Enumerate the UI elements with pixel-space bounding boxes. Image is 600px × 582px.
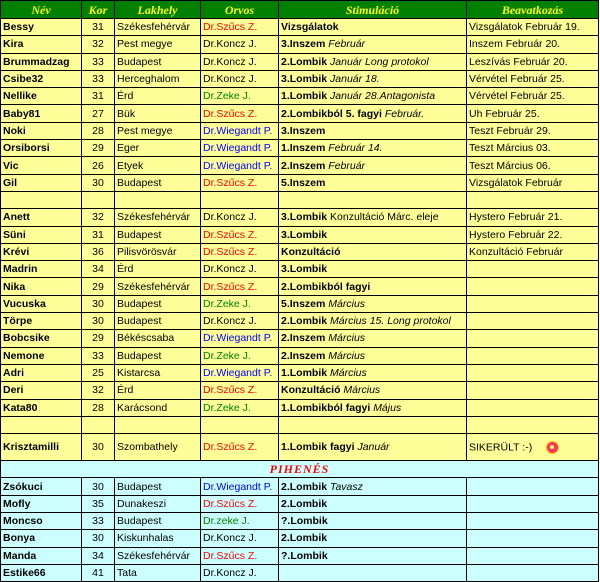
- doctor-cell: Dr.Wiegandt P.: [201, 364, 279, 381]
- table-row: [1, 157, 599, 174]
- stimulation-cell: [279, 105, 467, 122]
- age-cell: 25: [82, 364, 115, 381]
- age-cell: 31: [82, 88, 115, 105]
- age-cell: 29: [82, 140, 115, 157]
- procedure-cell: [467, 157, 599, 174]
- procedure-text: Inszem Február 20.: [469, 38, 561, 51]
- table-row: [1, 530, 599, 547]
- stim-detail: Január 18.: [330, 73, 380, 86]
- city-cell: Székesfehérvár: [115, 547, 201, 564]
- city-cell: Szombathely: [115, 434, 201, 461]
- table-row: [1, 295, 599, 312]
- empty-cell: [82, 416, 115, 433]
- age-cell: 27: [82, 105, 115, 122]
- procedure-cell: [467, 295, 599, 312]
- procedure-cell: [467, 209, 599, 226]
- age-cell: 30: [82, 478, 115, 495]
- city-cell: Budapest: [115, 513, 201, 530]
- stimulation-cell: [279, 313, 467, 330]
- stim-detail: Március: [343, 384, 381, 397]
- name-cell: Vucuska: [1, 295, 82, 312]
- stimulation-cell: [279, 434, 467, 461]
- stimulation-cell: [279, 495, 467, 512]
- table-row: [1, 209, 599, 226]
- table-row: [1, 243, 599, 260]
- table-row: [1, 36, 599, 53]
- name-cell: Nellike: [1, 88, 82, 105]
- age-cell: 30: [82, 434, 115, 461]
- age-cell: 29: [82, 330, 115, 347]
- city-cell: Karácsond: [115, 399, 201, 416]
- city-cell: Bük: [115, 105, 201, 122]
- age-cell: 31: [82, 226, 115, 243]
- procedure-text: Teszt Március 03.: [469, 142, 551, 155]
- table-row: [1, 513, 599, 530]
- name-cell: Baby81: [1, 105, 82, 122]
- city-cell: Békéscsaba: [115, 330, 201, 347]
- city-cell: Pest megye: [115, 122, 201, 139]
- stim-main: 5.Inszem: [281, 297, 326, 310]
- procedure-cell: [467, 174, 599, 191]
- procedure-cell: [467, 564, 599, 581]
- name-cell: Nemone: [1, 347, 82, 364]
- city-cell: Tata: [115, 564, 201, 581]
- age-cell: 32: [82, 209, 115, 226]
- empty-cell: [115, 416, 201, 433]
- procedure-cell: [467, 513, 599, 530]
- doctor-cell: Dr.Wiegandt P.: [201, 478, 279, 495]
- city-cell: Budapest: [115, 347, 201, 364]
- stim-main: 1.Lombik fagyi: [281, 441, 355, 454]
- stim-main: 2.Lombik: [281, 315, 328, 328]
- doctor-cell: Dr.Wiegandt P.: [201, 140, 279, 157]
- stim-detail: Február: [328, 159, 366, 172]
- city-cell: Székesfehérvár: [115, 278, 201, 295]
- stimulation-cell: [279, 157, 467, 174]
- table-row: [1, 88, 599, 105]
- table-row: [1, 19, 599, 36]
- name-cell: Madrin: [1, 261, 82, 278]
- stimulation-cell: [279, 330, 467, 347]
- city-cell: Budapest: [115, 174, 201, 191]
- city-cell: Kistarcsa: [115, 364, 201, 381]
- age-cell: 33: [82, 70, 115, 87]
- name-cell: Csibe32: [1, 70, 82, 87]
- stim-main: 1.Lombik: [281, 367, 328, 380]
- city-cell: Budapest: [115, 226, 201, 243]
- empty-cell: [115, 191, 201, 208]
- age-cell: 35: [82, 495, 115, 512]
- stim-detail: Február: [328, 38, 366, 51]
- doctor-cell: Dr.Zeke J.: [201, 295, 279, 312]
- stim-detail: Január: [357, 441, 390, 454]
- stim-detail: Január 28.Antagonista: [330, 90, 436, 103]
- stim-detail: Február.: [384, 107, 425, 120]
- stim-detail: Március: [328, 297, 366, 310]
- name-cell: Törpe: [1, 313, 82, 330]
- procedure-cell: [467, 364, 599, 381]
- spacer-row: [1, 416, 599, 433]
- name-cell: Kira: [1, 36, 82, 53]
- city-cell: Budapest: [115, 313, 201, 330]
- stim-main: 2.Lombik: [281, 55, 328, 68]
- age-cell: 32: [82, 382, 115, 399]
- table-row: [1, 347, 599, 364]
- doctor-cell: Dr.Szűcs Z.: [201, 174, 279, 191]
- city-cell: Érd: [115, 261, 201, 278]
- procedure-text: Vizsgálatok Február: [469, 176, 563, 189]
- table-row: [1, 382, 599, 399]
- procedure-cell: [467, 547, 599, 564]
- procedure-cell: [467, 330, 599, 347]
- name-cell: Krévi: [1, 243, 82, 260]
- procedure-text: Hystero Február 21.: [469, 211, 563, 224]
- procedure-text: Leszívás Február 20.: [469, 55, 568, 68]
- table-row: [1, 434, 599, 461]
- procedure-cell: [467, 53, 599, 70]
- procedure-text: Teszt Február 29.: [469, 124, 551, 137]
- city-cell: Eger: [115, 140, 201, 157]
- age-cell: 28: [82, 122, 115, 139]
- table-row: [1, 226, 599, 243]
- procedure-cell: [467, 478, 599, 495]
- city-cell: Kiskunhalas: [115, 530, 201, 547]
- name-cell: Bonya: [1, 530, 82, 547]
- doctor-cell: Dr.Koncz J.: [201, 564, 279, 581]
- stimulation-cell: [279, 382, 467, 399]
- procedure-cell: [467, 399, 599, 416]
- stimulation-cell: [279, 174, 467, 191]
- doctor-cell: Dr.Koncz J.: [201, 70, 279, 87]
- section-row: [1, 461, 599, 478]
- name-cell: Mofly: [1, 495, 82, 512]
- stimulation-cell: [279, 88, 467, 105]
- stim-detail: Március: [328, 349, 366, 362]
- header-beavatkozas: Beavatkozás: [467, 1, 599, 19]
- empty-cell: [1, 416, 82, 433]
- city-cell: Dunakeszi: [115, 495, 201, 512]
- empty-cell: [279, 191, 467, 208]
- stim-main: 3.Inszem: [281, 124, 326, 137]
- stim-main: 2.Inszem: [281, 349, 326, 362]
- spacer-row: [1, 191, 599, 208]
- procedure-cell: [467, 140, 599, 157]
- stim-detail: Március: [328, 332, 366, 345]
- city-cell: Pest megye: [115, 36, 201, 53]
- header-kor: Kor: [82, 1, 115, 19]
- empty-cell: [201, 416, 279, 433]
- stim-main: ?.Lombik: [281, 515, 328, 528]
- stimulation-cell: [279, 347, 467, 364]
- section-label: PIHENÉS: [1, 461, 599, 478]
- header-lakhely: Lakhely: [115, 1, 201, 19]
- stim-detail: Március: [330, 367, 367, 380]
- doctor-cell: Dr.Zeke J.: [201, 88, 279, 105]
- doctor-cell: Dr.Szűcs Z.: [201, 495, 279, 512]
- table-row: [1, 330, 599, 347]
- name-cell: Nika: [1, 278, 82, 295]
- stim-main: 2.Inszem: [281, 159, 326, 172]
- city-cell: Érd: [115, 88, 201, 105]
- procedure-text: Vérvétel Február 25.: [469, 90, 565, 103]
- procedure-cell: [467, 434, 599, 461]
- empty-cell: [467, 191, 599, 208]
- age-cell: 28: [82, 399, 115, 416]
- doctor-cell: Dr.Szűcs Z.: [201, 547, 279, 564]
- empty-cell: [467, 416, 599, 433]
- age-cell: 32: [82, 36, 115, 53]
- doctor-cell: Dr.Szűcs Z.: [201, 19, 279, 36]
- procedure-text: Teszt Március 06.: [469, 159, 551, 172]
- name-cell: Deri: [1, 382, 82, 399]
- procedure-cell: [467, 70, 599, 87]
- table-row: [1, 53, 599, 70]
- stimulation-cell: [279, 19, 467, 36]
- stim-detail: Március 15. Long protokol: [330, 315, 451, 328]
- empty-cell: [1, 191, 82, 208]
- table-row: [1, 70, 599, 87]
- procedure-cell: [467, 347, 599, 364]
- procedure-cell: [467, 278, 599, 295]
- stimulation-cell: [279, 140, 467, 157]
- doctor-cell: Dr.Koncz J.: [201, 53, 279, 70]
- stimulation-cell: [279, 243, 467, 260]
- name-cell: Noki: [1, 122, 82, 139]
- city-cell: Budapest: [115, 478, 201, 495]
- table-row: [1, 261, 599, 278]
- procedure-text: Uh Február 25.: [469, 107, 540, 120]
- stim-main: 3.Lombik: [281, 228, 328, 241]
- procedure-cell: [467, 122, 599, 139]
- stim-note: Konzultáció Márc. eleje: [330, 211, 439, 224]
- age-cell: 41: [82, 564, 115, 581]
- stim-detail: Tavasz: [330, 480, 363, 493]
- table-row: [1, 105, 599, 122]
- stim-main: Vizsgálatok: [281, 21, 339, 34]
- procedure-text: Konzultáció Február: [469, 246, 563, 258]
- table-body: [1, 19, 599, 582]
- city-cell: Érd: [115, 382, 201, 399]
- doctor-cell: Dr.Koncz J.: [201, 261, 279, 278]
- table-row: [1, 564, 599, 581]
- stim-main: 2.Lombikból 5. fagyi: [281, 107, 382, 120]
- stim-main: 1.Lombik: [281, 90, 328, 103]
- procedure-cell: [467, 19, 599, 36]
- header-stimulacio: Stimuláció: [279, 1, 467, 19]
- name-cell: Kata80: [1, 399, 82, 416]
- age-cell: 29: [82, 278, 115, 295]
- city-cell: Budapest: [115, 53, 201, 70]
- city-cell: Etyek: [115, 157, 201, 174]
- header-nev: Név: [1, 1, 82, 19]
- stim-detail: Január Long protokol: [330, 55, 429, 68]
- stimulation-cell: [279, 70, 467, 87]
- stim-detail: Február 14.: [328, 142, 383, 155]
- stimulation-cell: [279, 122, 467, 139]
- doctor-cell: Dr.Zeke J.: [201, 347, 279, 364]
- age-cell: 30: [82, 313, 115, 330]
- city-cell: Budapest: [115, 295, 201, 312]
- procedure-cell: [467, 313, 599, 330]
- stim-detail: Május: [373, 401, 402, 414]
- procedure-cell: [467, 226, 599, 243]
- procedure-text: Hystero Február 22.: [469, 228, 563, 241]
- stim-main: Konzultáció: [281, 384, 341, 397]
- stimulation-cell: [279, 478, 467, 495]
- table-row: [1, 140, 599, 157]
- age-cell: 30: [82, 174, 115, 191]
- city-cell: Székesfehérvár: [115, 19, 201, 36]
- age-cell: 31: [82, 19, 115, 36]
- city-cell: Pilisvörösvár: [115, 243, 201, 260]
- doctor-cell: Dr.Wiegandt P.: [201, 122, 279, 139]
- age-cell: 30: [82, 295, 115, 312]
- procedure-cell: [467, 88, 599, 105]
- age-cell: 34: [82, 547, 115, 564]
- procedure-cell: [467, 261, 599, 278]
- stimulation-cell: [279, 513, 467, 530]
- procedure-cell: [467, 530, 599, 547]
- stimulation-cell: [279, 547, 467, 564]
- age-cell: 36: [82, 243, 115, 260]
- table-row: [1, 399, 599, 416]
- stim-main: 2.Lombik: [281, 497, 328, 510]
- doctor-cell: Dr.Koncz J.: [201, 530, 279, 547]
- doctor-cell: Dr.Wiegandt P.: [201, 330, 279, 347]
- stimulation-cell: [279, 261, 467, 278]
- doctor-cell: Dr.zeke J.: [201, 513, 279, 530]
- doctor-cell: Dr.Szűcs Z.: [201, 278, 279, 295]
- name-cell: Bobcsike: [1, 330, 82, 347]
- name-cell: Gil: [1, 174, 82, 191]
- doctor-cell: Dr.Szűcs Z.: [201, 382, 279, 399]
- stim-main: 3.Lombik: [281, 73, 328, 86]
- procedure-text: Vizsgálatok Február 19.: [469, 21, 580, 34]
- stim-main: 2.Lombik: [281, 532, 328, 545]
- doctor-cell: Dr.Szűcs Z.: [201, 243, 279, 260]
- stimulation-cell: [279, 36, 467, 53]
- stimulation-cell: [279, 295, 467, 312]
- procedure-text: SIKERÜLT :-): [469, 440, 533, 453]
- stim-main: 2.Inszem: [281, 332, 326, 345]
- stimulation-cell: [279, 53, 467, 70]
- name-cell: Adri: [1, 364, 82, 381]
- table-row: [1, 174, 599, 191]
- doctor-cell: Dr.Wiegandt P.: [201, 157, 279, 174]
- name-cell: Vic: [1, 157, 82, 174]
- city-cell: Székesfehérvár: [115, 209, 201, 226]
- table-row: [1, 278, 599, 295]
- name-cell: Brummadzag: [1, 53, 82, 70]
- name-cell: Zsókuci: [1, 478, 82, 495]
- doctor-cell: Dr.Koncz J.: [201, 209, 279, 226]
- stim-main: 3.Lombik: [281, 263, 328, 276]
- name-cell: Krisztamilli: [1, 434, 82, 461]
- procedure-cell: [467, 105, 599, 122]
- procedure-cell: [467, 36, 599, 53]
- stim-main: 3.Lombik: [281, 211, 328, 224]
- name-cell: Moncso: [1, 513, 82, 530]
- age-cell: 26: [82, 157, 115, 174]
- age-cell: 33: [82, 53, 115, 70]
- doctor-cell: Dr.Szűcs Z.: [201, 226, 279, 243]
- table-row: [1, 313, 599, 330]
- procedure-cell: [467, 382, 599, 399]
- name-cell: Süni: [1, 226, 82, 243]
- name-cell: Orsiborsi: [1, 140, 82, 157]
- doctor-cell: Dr.Koncz J.: [201, 36, 279, 53]
- empty-cell: [279, 416, 467, 433]
- doctor-cell: Dr.Szűcs Z.: [201, 105, 279, 122]
- table-row: [1, 122, 599, 139]
- stimulation-cell: [279, 226, 467, 243]
- table-row: [1, 547, 599, 564]
- stim-main: Konzultáció: [281, 246, 341, 258]
- stimulation-cell: [279, 530, 467, 547]
- procedure-cell: [467, 243, 599, 260]
- doctor-cell: Dr.Szűcs Z.: [201, 434, 279, 461]
- age-cell: 33: [82, 513, 115, 530]
- procedure-text: Vérvétel Február 25.: [469, 73, 565, 86]
- empty-cell: [201, 191, 279, 208]
- stim-main: 1.Lombikból fagyi: [281, 401, 371, 414]
- table-row: [1, 478, 599, 495]
- smiley-heart-icon: [546, 441, 559, 454]
- stim-main: ?.Lombik: [281, 549, 328, 562]
- stimulation-cell: [279, 278, 467, 295]
- stimulation-cell: [279, 399, 467, 416]
- doctor-cell: Dr.Koncz J.: [201, 313, 279, 330]
- table-row: [1, 495, 599, 512]
- name-cell: Anett: [1, 209, 82, 226]
- name-cell: Estike66: [1, 564, 82, 581]
- header-row: [1, 1, 599, 19]
- stim-main: 1.Inszem: [281, 142, 326, 155]
- stim-main: 2.Lombikból fagyi: [281, 280, 371, 293]
- age-cell: 30: [82, 530, 115, 547]
- stimulation-cell: [279, 364, 467, 381]
- stim-main: 2.Lombik: [281, 480, 328, 493]
- name-cell: Bessy: [1, 19, 82, 36]
- empty-cell: [82, 191, 115, 208]
- age-cell: 33: [82, 347, 115, 364]
- city-cell: Herceghalom: [115, 70, 201, 87]
- procedure-cell: [467, 495, 599, 512]
- doctor-cell: Dr.Zeke J.: [201, 399, 279, 416]
- header-orvos: Orvos: [201, 1, 279, 19]
- stim-main: 5.Inszem: [281, 176, 326, 189]
- stimulation-cell: [279, 209, 467, 226]
- stim-main: 3.Inszem: [281, 38, 326, 51]
- stimulation-cell: [279, 564, 467, 581]
- table-row: [1, 364, 599, 381]
- age-cell: 34: [82, 261, 115, 278]
- name-cell: Manda: [1, 547, 82, 564]
